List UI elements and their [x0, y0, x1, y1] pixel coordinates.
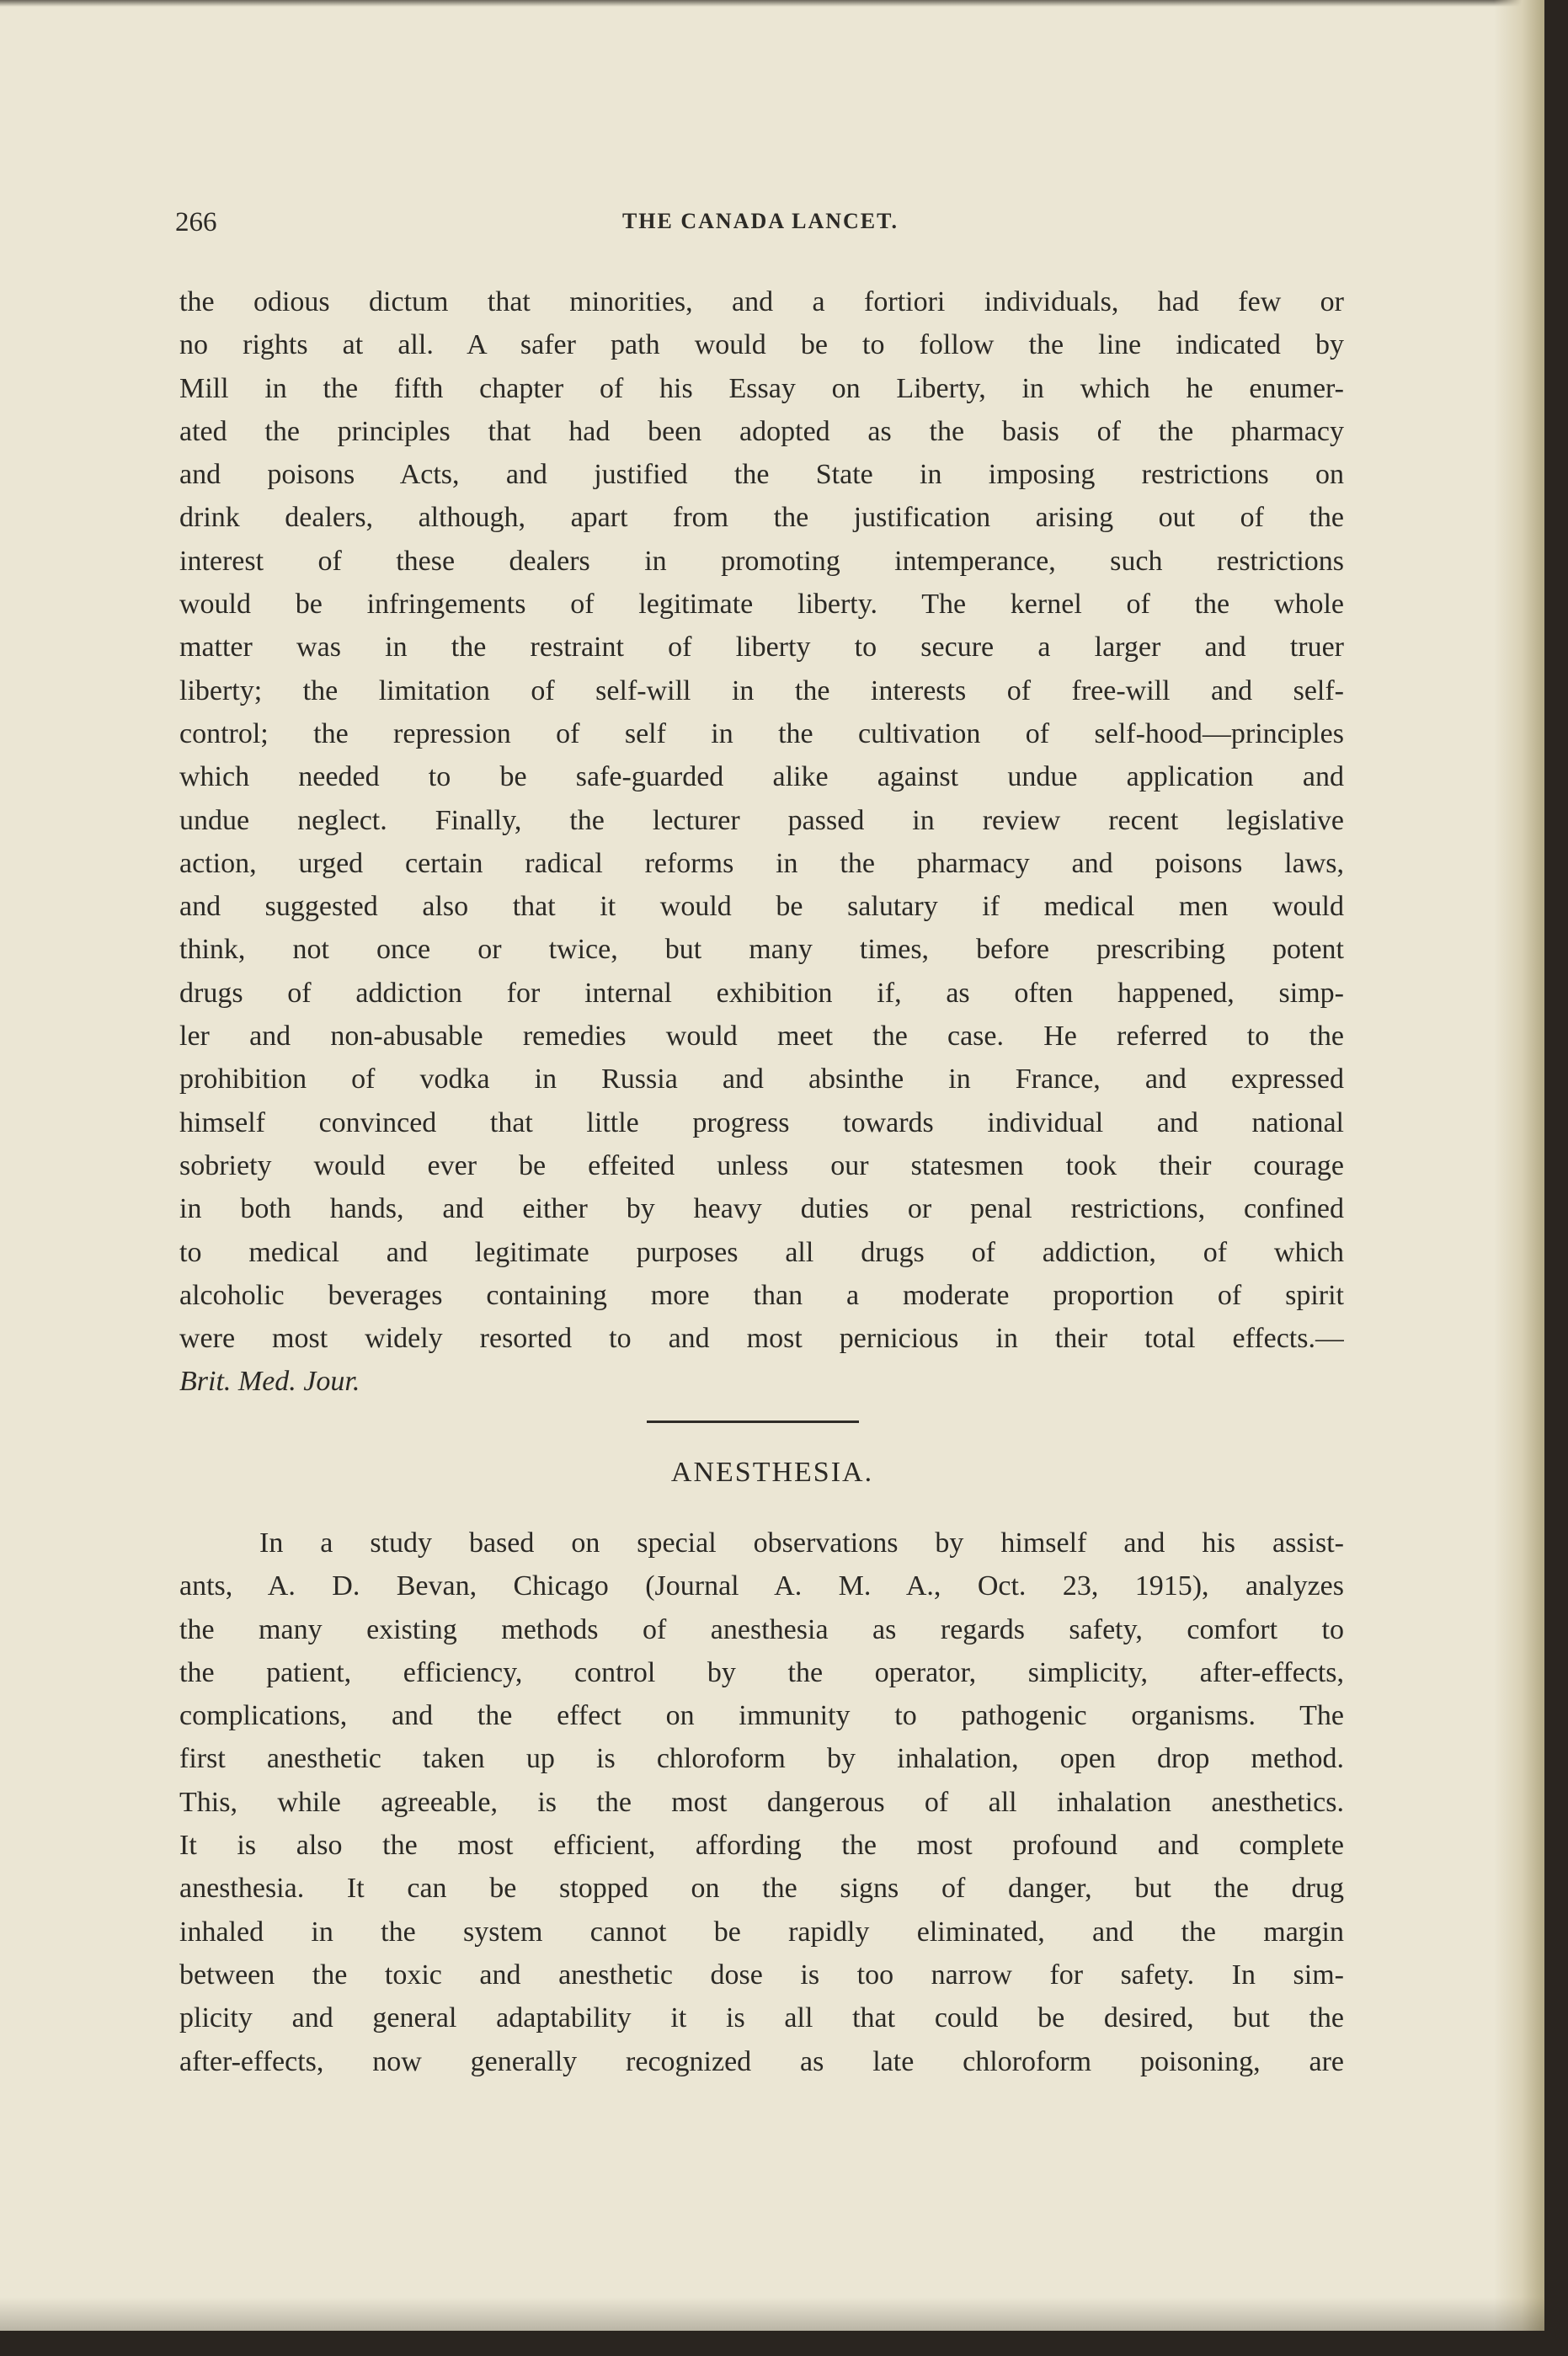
running-head: THE CANADA LANCET.: [621, 209, 899, 233]
text-line: which needed to be safe-guarded alike against undue application and: [179, 761, 1344, 793]
text-line: complications, and the effect on immunity to pathogenic organisms. The: [179, 1700, 1344, 1732]
text-line: plicity and general adaptability it is all that could be desired, but the: [179, 2002, 1344, 2034]
text-line: ants, A. D. Bevan, Chicago (Journal A. M. A., Oct. 23, 1915), analyzes: [179, 1570, 1344, 1602]
text-line: alcoholic beverages containing more than a moderate proportion of spirit: [179, 1279, 1344, 1311]
section-heading: ANESTHESIA.: [670, 1457, 874, 1488]
text-line: inhaled in the system cannot be rapidly eliminated, and the margin: [179, 1916, 1344, 1948]
text-line: Mill in the fifth chapter of his Essay on Liberty, in which he enumer-: [179, 372, 1344, 404]
text-line: ated the principles that had been adopted as the basis of the pharmacy: [179, 415, 1344, 447]
text-line: to medical and legitimate purposes all drugs of addiction, of which: [179, 1236, 1344, 1268]
text-line: control; the repression of self in the cultivation of self-hood—principles: [179, 717, 1344, 749]
text-line: This, while agreeable, is the most dangerous of all inhalation anesthetics.: [179, 1786, 1344, 1818]
text-line: ler and non-abusable remedies would meet the case. He referred to the: [179, 1021, 1344, 1053]
text-line: drugs of addiction for internal exhibition if, as often happened, simp-: [179, 977, 1344, 1009]
text-line: after-effects, now generally recognized as late chloroform poisoning, are: [179, 2045, 1344, 2077]
page-top-edge: [0, 0, 1544, 7]
text-line: in both hands, and either by heavy duties or penal restrictions, confined: [179, 1193, 1344, 1225]
text-line: action, urged certain radical reforms in the pharmacy and poisons laws,: [179, 847, 1344, 879]
text-line: and suggested also that it would be salutary if medical men would: [179, 891, 1344, 923]
text-line: matter was in the restraint of liberty to secure a larger and truer: [179, 632, 1344, 664]
page-number: 266: [175, 207, 217, 237]
text-line: first anesthetic taken up is chloroform by inhalation, open drop method.: [179, 1743, 1344, 1775]
text-line: and poisons Acts, and justified the State in imposing restrictions on: [179, 459, 1344, 491]
text-line: between the toxic and anesthetic dose is too narrow for safety. In sim-: [179, 1959, 1344, 1991]
paragraph-continued: [179, 280, 1344, 1404]
text-line: sobriety would ever be effeited unless our statesmen took their courage: [179, 1149, 1344, 1181]
page-right-edge: [1494, 0, 1544, 2331]
text-line: drink dealers, although, apart from the justification arising out of the: [179, 502, 1344, 534]
text-line: no rights at all. A safer path would be to follow the line indicated by: [179, 329, 1344, 361]
text-line: prohibition of vodka in Russia and absinthe in France, and expressed: [179, 1063, 1344, 1095]
citation-line: Brit. Med. Jour.: [179, 1366, 360, 1398]
section-divider: [647, 1421, 859, 1423]
text-line: anesthesia. It can be stopped on the signs of danger, but the drug: [179, 1873, 1344, 1905]
text-line: It is also the most efficient, affording the most profound and complete: [179, 1830, 1344, 1862]
text-line: interest of these dealers in promoting intemperance, such restrictions: [179, 545, 1344, 577]
text-line: himself convinced that little progress towards individual and national: [179, 1106, 1344, 1138]
text-line: liberty; the limitation of self-will in the interests of free-will and self-: [179, 674, 1344, 706]
anesthesia-paragraph: [179, 1522, 1344, 2083]
text-line: the odious dictum that minorities, and a fortiori individuals, had few or: [179, 286, 1344, 317]
text-line: think, not once or twice, but many times, before prescribing potent: [179, 934, 1344, 966]
text-line: were most widely resorted to and most pernicious in their total effects.—: [179, 1323, 1344, 1355]
text-line: the patient, efficiency, control by the operator, simplicity, after-effects,: [179, 1656, 1344, 1688]
text-line: the many existing methods of anesthesia as regards safety, comfort to: [179, 1613, 1344, 1645]
text-line: would be infringements of legitimate liberty. The kernel of the whole: [179, 589, 1344, 621]
page-header: [175, 207, 1346, 249]
text-line: undue neglect. Finally, the lecturer passed in review recent legislative: [179, 804, 1344, 836]
page-bottom-shadow: [0, 2297, 1544, 2331]
text-line: In a study based on special observations by himself and his assist-: [259, 1527, 1344, 1559]
